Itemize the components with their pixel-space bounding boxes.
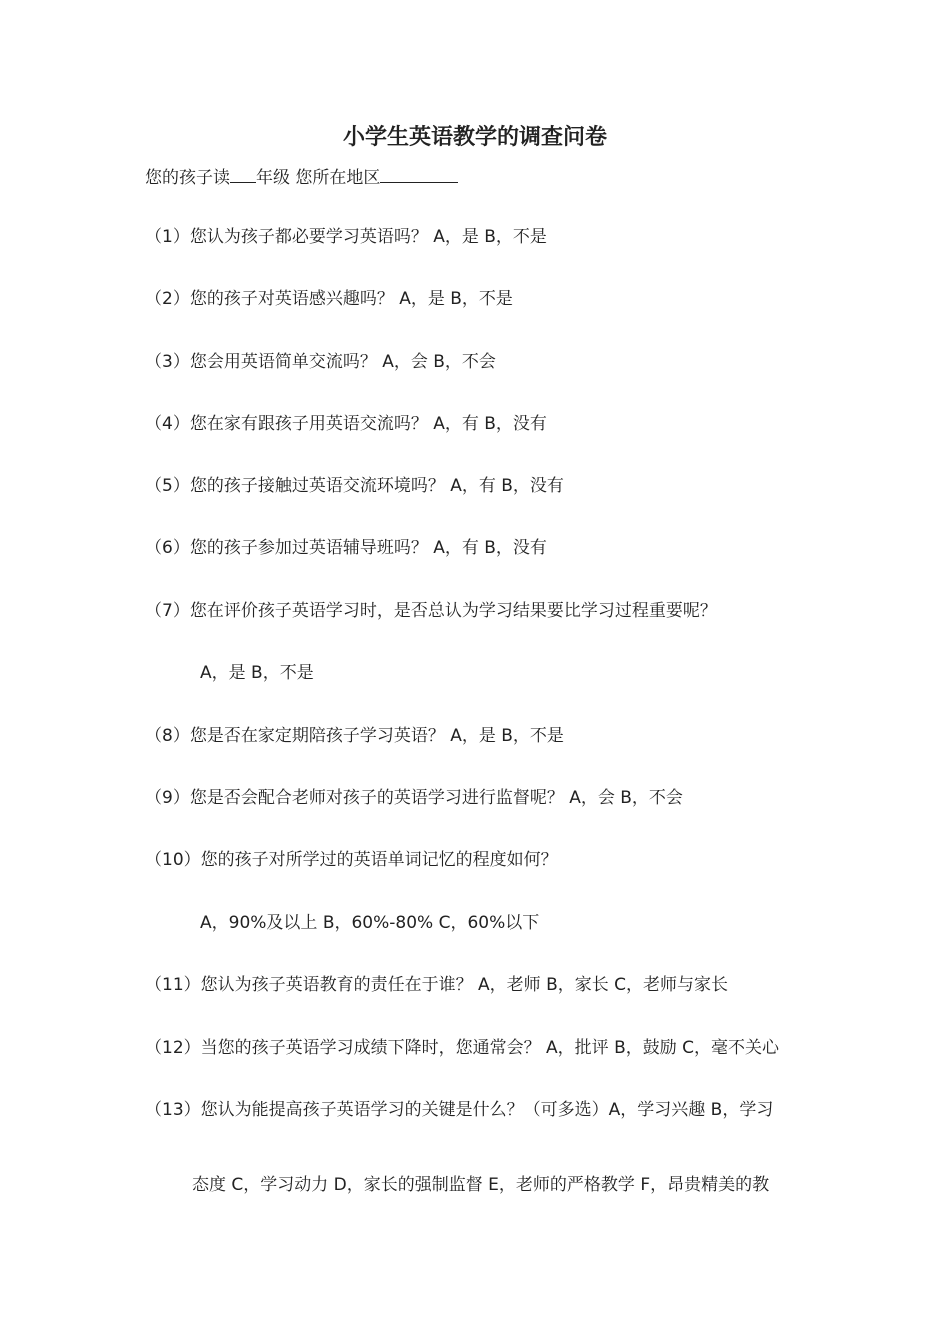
question-10: （10）您的孩子对所学过的英语单词记忆的程度如何？: [145, 850, 558, 870]
question-9: （9）您是否会配合老师对孩子的英语学习进行监督呢？ A，会 B，不会: [145, 788, 683, 808]
question-3: （3）您会用英语简单交流吗？ A，会 B，不会: [145, 352, 496, 372]
intro-line: [145, 164, 458, 190]
question-1: （1）您认为孩子都必要学习英语吗？ A，是 B，不是: [145, 227, 547, 247]
intro-grade-label: 您的孩子读: [145, 168, 230, 188]
intro-region-label: 年级 您所在地区: [256, 168, 381, 188]
page-title: 小学生英语教学的调查问卷: [342, 124, 607, 150]
question-2: （2）您的孩子对英语感兴趣吗？ A，是 B，不是: [145, 289, 513, 309]
question-5: （5）您的孩子接触过英语交流环境吗？ A，有 B，没有: [145, 476, 564, 496]
question-6: （6）您的孩子参加过英语辅导班吗？ A，有 B，没有: [145, 538, 547, 558]
region-blank: [380, 164, 458, 183]
question-13-continued: 态度 C，学习动力 D，家长的强制监督 E，老师的严格教学 F，昂贵精美的教: [192, 1175, 770, 1195]
question-4: （4）您在家有跟孩子用英语交流吗？ A，有 B，没有: [145, 414, 547, 434]
question-10-options: A，90%及以上 B，60%-80% C，60%以下: [200, 913, 540, 933]
question-7: （7）您在评价孩子英语学习时，是否总认为学习结果要比学习过程重要呢？: [145, 601, 717, 621]
question-8: （8）您是否在家定期陪孩子学习英语？ A，是 B，不是: [145, 726, 564, 746]
grade-blank: [230, 164, 256, 183]
question-12: （12）当您的孩子英语学习成绩下降时，您通常会？ A，批评 B，鼓励 C，毫不关心: [145, 1038, 780, 1058]
question-13: （13）您认为能提高孩子英语学习的关键是什么？（可多选）A，学习兴趣 B，学习: [145, 1100, 774, 1120]
question-11: （11）您认为孩子英语教育的责任在于谁？ A，老师 B，家长 C，老师与家长: [145, 975, 729, 995]
question-7-options: A，是 B，不是: [200, 663, 314, 683]
